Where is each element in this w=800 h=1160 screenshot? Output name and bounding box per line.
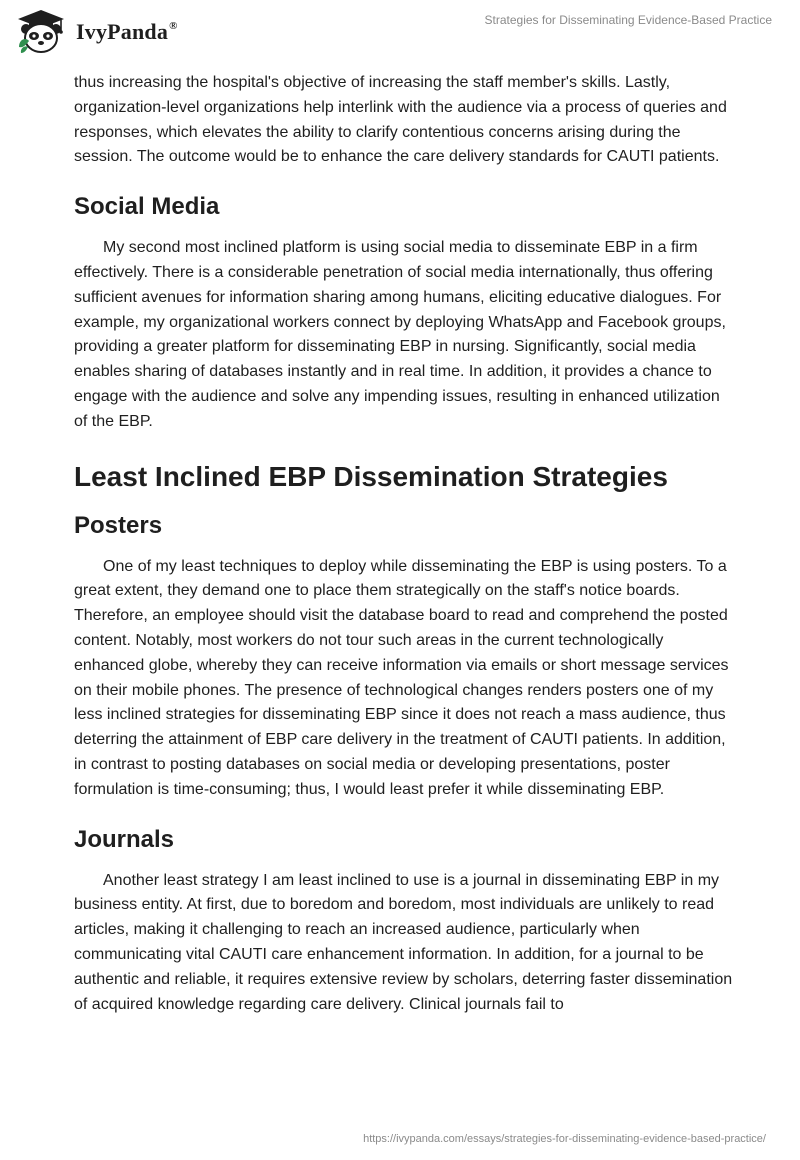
intro-paragraph: thus increasing the hospital's objective of increasing the staff member's skills. Lastly, organization-level organizations help interlink with the audience via a process of queries and responses, which elevates the ability to clarify contentious concerns arising during the session. The outcome would be to enhance the care delivery standards for CAUTI patients.	[74, 74, 727, 166]
social-media-heading: Social Media	[74, 193, 220, 221]
posters-heading: Posters	[74, 511, 163, 539]
essay-content	[74, 71, 734, 1017]
journals-heading: Journals	[74, 825, 175, 853]
registered-mark: ®	[169, 20, 178, 32]
posters-paragraph: One of my least techniques to deploy while disseminating the EBP is using posters. To a great extent, they demand one to place them strategically on the staff's notice boards. Therefore, an employee should visit the database board to read and comprehend the posted content. Notably, most workers do not tour such areas in the current technologically enhanced globe, whereby they can receive information via emails or short message services on their mobile phones. The presence of technological changes renders posters one of my less inclined strategies for disseminating EBP since it does not reach a mass audience, thus deterring the attainment of EBP care delivery in the treatment of CAUTI patients. In addition, in contrast to posting databases on social media or developing presentations, poster formulation is time-consuming; thus, I would least prefer it while disseminating EBP.	[74, 557, 729, 798]
document-title: Strategies for Disseminating Evidence-Based Practice	[484, 13, 772, 27]
footer-url[interactable]: https://ivypanda.com/essays/strategies-for-disseminating-evidence-based-practice/	[363, 1133, 766, 1145]
journals-paragraph: Another least strategy I am least inclined to use is a journal in disseminating EBP in my business entity. At first, due to boredom and boredom, most individuals are unlikely to read articles, making it challenging to reach an increased audience, particularly when communicating vital CAUTI care enhancement information. In addition, for a journal to be authentic and reliable, it requires extensive review by scholars, deterring faster dissemination of acquired knowledge regarding care delivery. Clinical journals fail to	[74, 871, 733, 1013]
brand-logo[interactable]	[16, 9, 178, 55]
page-header	[0, 0, 800, 66]
brand-name: IvyPanda®	[76, 19, 178, 44]
least-inclined-heading: Least Inclined EBP Dissemination Strategies	[74, 460, 668, 492]
social-media-paragraph: My second most inclined platform is using social media to disseminate EBP in a firm effectively. There is a considerable penetration of social media internationally, thus offering sufficient avenues for information sharing among humans, eliciting educative dialogues. For example, my organizational workers connect by deploying WhatsApp and Facebook groups, providing a greater platform for disseminating EBP in nursing. Significantly, social media enables sharing of databases instantly and in real time. In addition, it provides a chance to engage with the audience and solve any impending issues, resulting in enhanced utilization of the EBP.	[74, 239, 726, 430]
panda-graduation-cap-icon	[16, 9, 66, 55]
